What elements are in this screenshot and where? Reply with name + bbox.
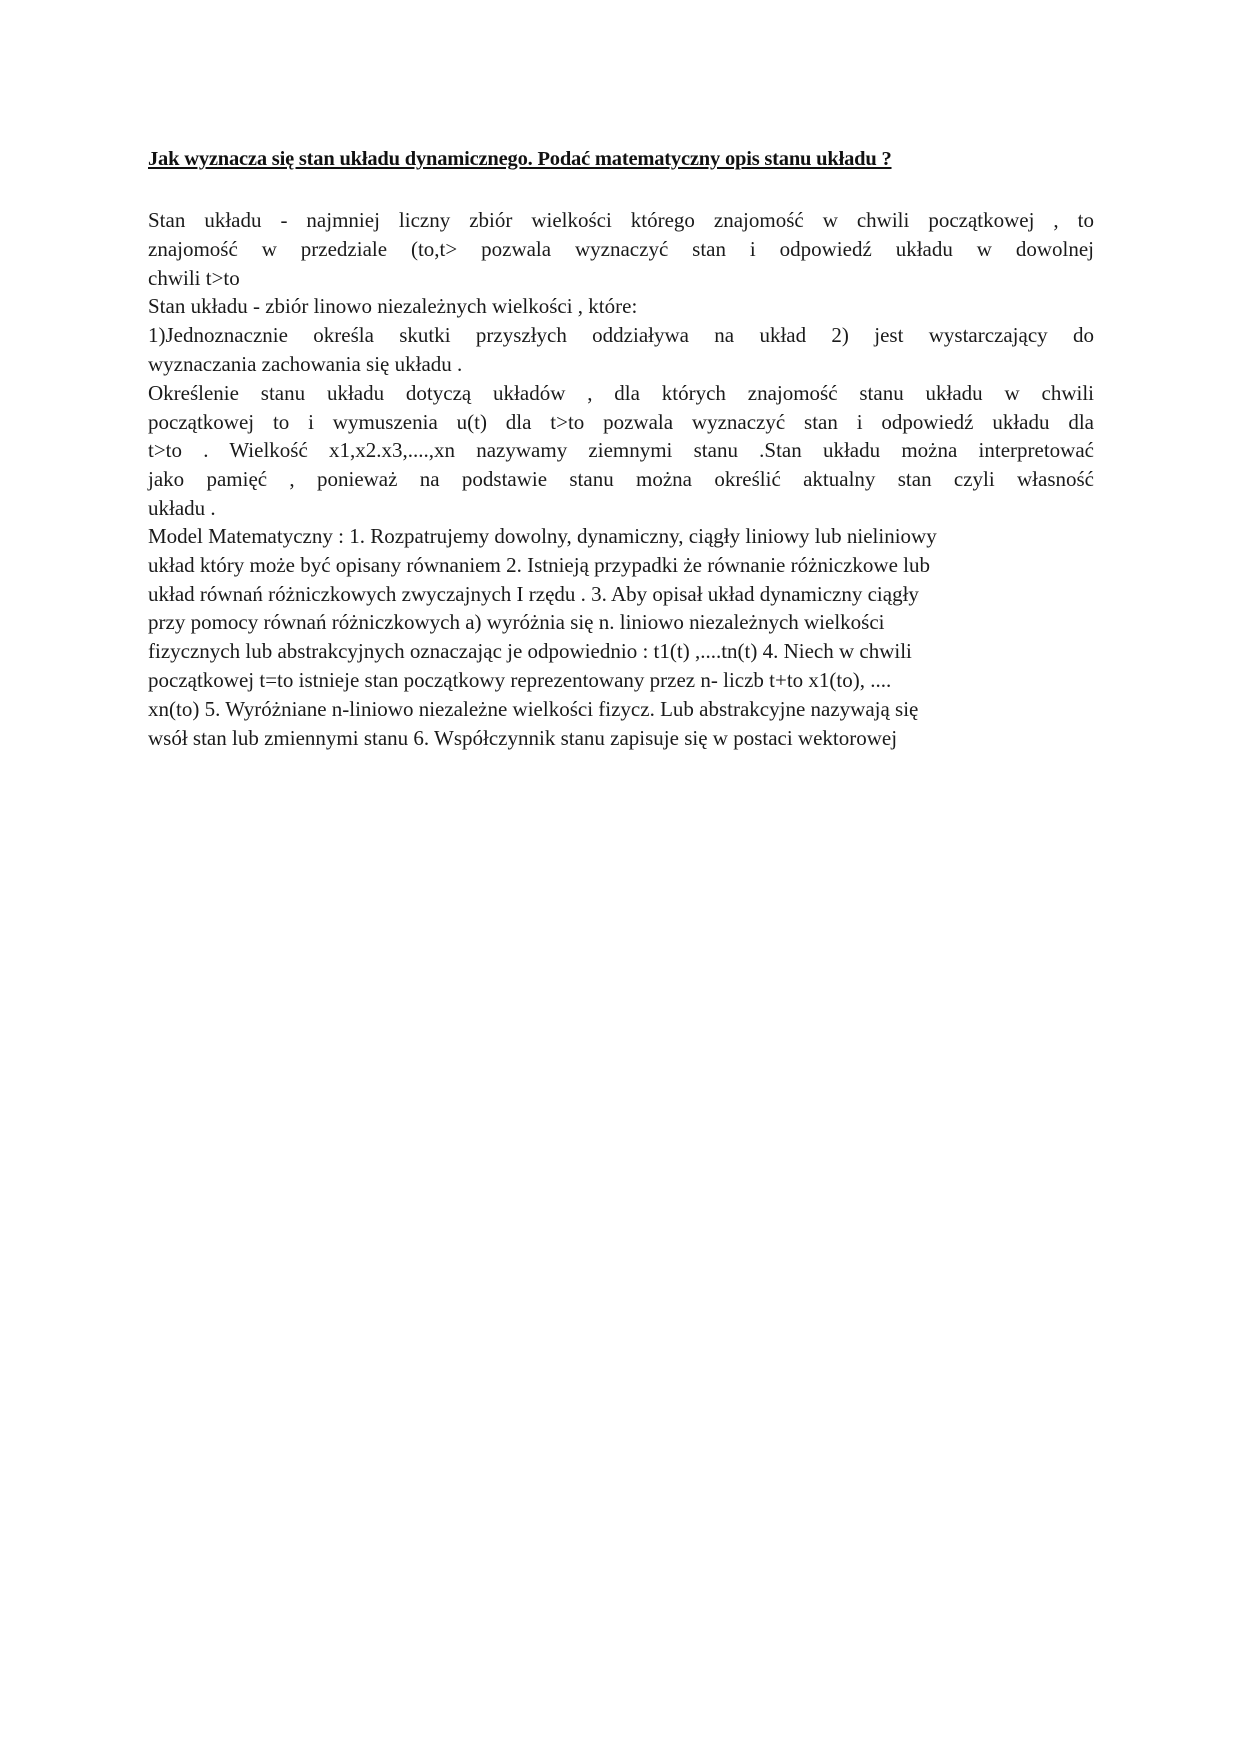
text-line: wyznaczania zachowania się układu . — [148, 351, 463, 376]
document-title: Jak wyznacza się stan układu dynamicznego. Podać matematyczny opis stanu układu ? — [148, 148, 892, 170]
text-line: wsół stan lub zmiennymi stanu 6. Współczynnik stanu zapisuje się w postaci wektorowej — [148, 725, 898, 750]
text-line: Określenie stanu układu dotyczą układów , dla których znajomość stanu układu w chwili — [148, 380, 1094, 405]
text-line: układ równań różniczkowych zwyczajnych I rzędu . 3. Aby opisał układ dynamiczny ciągły — [148, 581, 919, 606]
text-line: Model Matematyczny : 1. Rozpatrujemy dowolny, dynamiczny, ciągły liniowy lub nieliniowy — [148, 524, 937, 548]
text-line: początkowej t=to istnieje stan początkowy reprezentowany przez n- liczb t+to x1(to), .... — [148, 667, 892, 692]
text-line: początkowej to i wymuszenia u(t) dla t>to pozwala wyznaczyć stan i odpowiedź układu dla — [148, 409, 1094, 434]
text-line: fizycznych lub abstrakcyjnych oznaczając je odpowiednio : t1(t) ,....tn(t) 4. Niech w chwili — [148, 639, 912, 664]
text-line: chwili t>to — [148, 265, 240, 290]
text-line: Stan układu - najmniej liczny zbiór wielkości którego znajomość w chwili początkowej , to — [148, 208, 1094, 232]
text-line: układ który może być opisany równaniem 2. Istnieją przypadki że równanie różniczkowe lub — [148, 552, 930, 577]
text-line: jako pamięć , ponieważ na podstawie stanu można określić aktualny stan czyli własność — [148, 467, 1094, 492]
model-paragraph — [148, 522, 1094, 752]
text-line: znajomość w przedziale (to,t> pozwala wyznaczyć stan i odpowiedź układu w dowolnej — [148, 236, 1094, 261]
text-line: t>to . Wielkość x1,x2.x3,....,xn nazywamy ziemnymi stanu .Stan układu można interpretować — [148, 438, 1094, 463]
text-line: 1)Jednoznacznie określa skutki przyszłych oddziaływa na układ 2) jest wystarczający do — [148, 323, 1094, 348]
text-line: przy pomocy równań różniczkowych a) wyróżnia się n. liniowo niezależnych wielkości — [148, 610, 885, 635]
definition-paragraph — [148, 206, 1094, 523]
text-line: układu . — [148, 495, 216, 520]
text-line: xn(to) 5. Wyróżniane n-liniowo niezależne wielkości fizycz. Lub abstrakcyjne nazywają się — [148, 696, 919, 721]
text-line: Stan układu - zbiór linowo niezależnych wielkości , które: — [148, 294, 638, 319]
